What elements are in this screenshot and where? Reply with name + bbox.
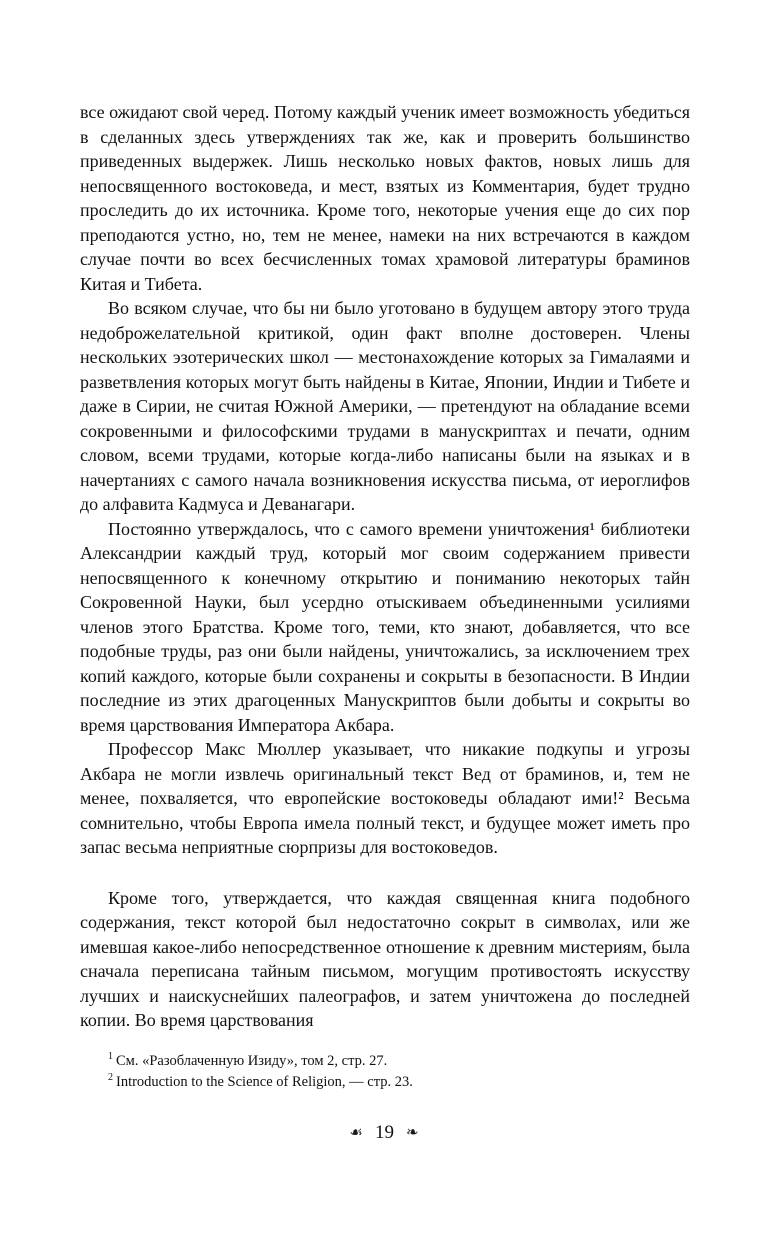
fleuron-right-icon: ❧ [405,1123,419,1141]
fleuron-left-icon: ☙ [349,1123,363,1141]
footnotes-block [80,1051,690,1093]
footnote-text: См. «Разоблаченную Изиду», том 2, стр. 27. [116,1052,388,1069]
paragraph: Профессор Макс Мюллер указывает, что никакие подкупы и угрозы Акбара не могли извлечь оригинальный текст Вед от браминов, и, тем не менее, похваляется, что европейские востоковеды обладают ими!² Весьма сомнительно, чтобы Европа имела полный текст, и будущее может иметь про запас весьма неприятные сюрпризы для востоковедов. [80,739,690,857]
paragraph: Постоянно утверждалось, что с самого времени уничтожения¹ библиотеки Александрии каждый труд, который мог своим содержанием привести непосвященного к конечному открытию и пониманию некоторых тайн Сокровенной Науки, был усердно отыскиваем объединенными усилиями членов этого Братства. Кроме того, теми, кто знают, добавляется, что все подобные труды, раз они были найдены, уничтожались, за исключением трех копий каждого, которые были сохранены и сокрыты в безопасности. В Индии последние из этих драгоценных Манускриптов были добыты и сокрыты во время царствования Императора Акбара. [80,518,690,735]
paragraph: все ожидают свой черед. Потому каждый ученик имеет возможность убедиться в сделанных здесь утверждениях так же, как и проверить большинство приведенных выдержек. Лишь несколько новых фактов, новых лишь для непосвященного востоковеда, и мест, взятых из Комментария, будет трудно проследить до их источника. Кроме того, некоторые учения еще до сих пор преподаются устно, но, тем не менее, намеки на них встречаются в каждом случае почти во всех бесчисленных томах храмовой литературы браминов Китая и Тибета. [80,102,690,294]
footnote [80,1051,690,1072]
main-text-block [80,100,690,1033]
footnote [80,1072,690,1093]
footnote-marker: 2 [108,1071,113,1083]
page-footer [0,1122,768,1144]
paragraph: Кроме того, утверждается, что каждая священная книга подобного содержания, текст которой был недостаточно сокрыт в символах, или же имевшая какое-либо непосредственное отношение к древним мистериям, была сначала переписана тайным письмом, могущим противостоять искусству лучших и наискуснейших палеографов, и затем уничтожена до последней копии. Во время царствования [80,887,690,1030]
paragraph: Во всяком случае, что бы ни было уготовано в будущем автору этого труда недоброжелательной критикой, один факт вполне достоверен. Члены нескольких эзотерических школ — местонахождение которых за Гималаями и разветвления которых могут быть найдены в Китае, Японии, Индии и Тибете и даже в Сирии, не считая Южной Америки, — претендуют на обладание всеми сокровенными и философскими трудами в манускриптах и печати, одним словом, всеми трудами, которые когда-либо написаны были на языках и в начертаниях с самого начала возникновения искусства письма, от иероглифов до алфавита Кадмуса и Деванагари. [80,298,690,514]
page-number: 19 [374,1122,394,1143]
footnote-marker: 1 [108,1050,113,1062]
footnote-text: Introduction to the Science of Religion, — стр. 23. [116,1073,413,1090]
